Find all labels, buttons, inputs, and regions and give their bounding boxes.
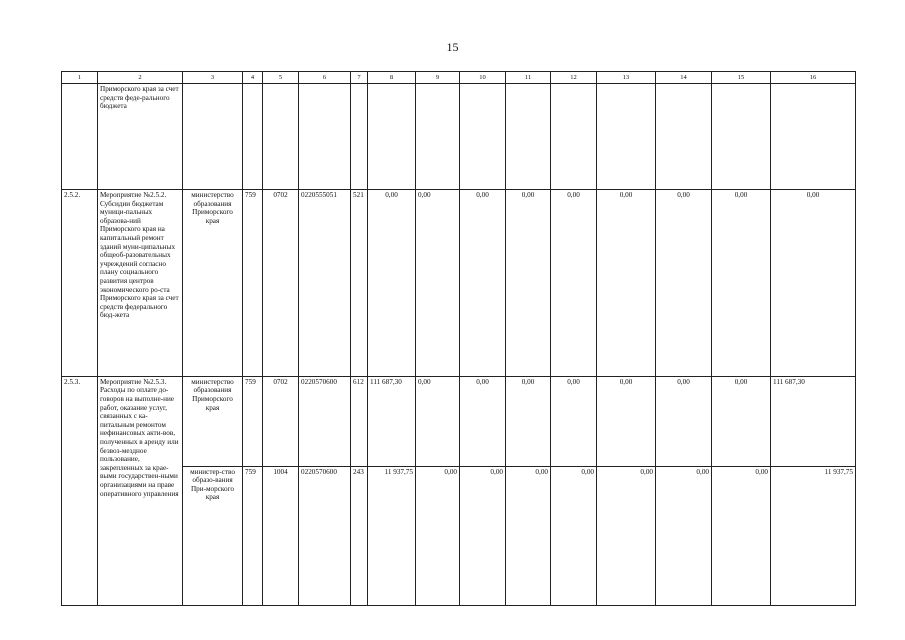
budget-table bbox=[61, 71, 856, 606]
cell-value: 0,00 bbox=[771, 190, 856, 377]
cell-value: 0,00 bbox=[460, 376, 506, 466]
cell-name: Мероприятие №2.5.2. Субсидии бюджетам муници-пальных образова-ний Приморского края на капитальный ремонт зданий муни-ципальных общеоб-разовательных учреждений согласно плану социального развития центров экономического ро-ста Приморского края за счет средств федерального бюд-жета bbox=[98, 190, 183, 377]
cell-grbs: 759 bbox=[243, 376, 263, 466]
column-header: 10 bbox=[460, 72, 506, 84]
cell-value: 0,00 bbox=[551, 466, 597, 605]
cell-value: 0,00 bbox=[416, 466, 460, 605]
cell-value: 0,00 bbox=[368, 190, 416, 377]
cell-code bbox=[62, 84, 98, 190]
table-row bbox=[62, 84, 856, 190]
column-header: 3 bbox=[183, 72, 243, 84]
cell-value: 0,00 bbox=[712, 466, 771, 605]
cell-name: Мероприятие №2.5.3. Расходы по оплате до-говоров на выполне-ние работ, оказание услуг, связанных с ка-питальным ремонтом нефинансовых акти-вов, полученных в аренду или безвоз-мездное пользование, закрепленных за крае-выми государствен-ными организациями на праве оперативного управления bbox=[98, 376, 183, 605]
column-header: 15 bbox=[712, 72, 771, 84]
cell-value: 0,00 bbox=[551, 376, 597, 466]
cell-csr: 0220570600 bbox=[299, 466, 351, 605]
cell-value: 0,00 bbox=[506, 190, 551, 377]
column-header: 5 bbox=[263, 72, 299, 84]
column-header: 16 bbox=[771, 72, 856, 84]
cell-rzpr: 0702 bbox=[263, 190, 299, 377]
column-header: 14 bbox=[656, 72, 712, 84]
column-header: 7 bbox=[351, 72, 368, 84]
cell-value: 0,00 bbox=[712, 376, 771, 466]
column-header: 11 bbox=[506, 72, 551, 84]
column-header: 1 bbox=[62, 72, 98, 84]
cell-code: 2.5.2. bbox=[62, 190, 98, 377]
cell-vr: 612 bbox=[351, 376, 368, 466]
cell-value: 0,00 bbox=[551, 190, 597, 377]
cell-value: 11 937,75 bbox=[368, 466, 416, 605]
cell-csr: 0220570600 bbox=[299, 376, 351, 466]
cell-value: 11 937,75 bbox=[771, 466, 856, 605]
cell-name: Приморского края за счет средств феде-рального бюджета bbox=[98, 84, 183, 190]
table-row bbox=[62, 190, 856, 377]
column-header: 4 bbox=[243, 72, 263, 84]
cell-value: 0,00 bbox=[656, 466, 712, 605]
cell-value: 0,00 bbox=[506, 376, 551, 466]
cell-grbs: 759 bbox=[243, 466, 263, 605]
cell-value: 111 687,30 bbox=[771, 376, 856, 466]
cell-value: 0,00 bbox=[416, 376, 460, 466]
table-header-row bbox=[62, 72, 856, 84]
cell-executor: министерство образования Приморского края bbox=[183, 190, 243, 377]
page-number: 15 bbox=[446, 40, 459, 54]
cell-value: 0,00 bbox=[460, 190, 506, 377]
column-header: 2 bbox=[98, 72, 183, 84]
column-header: 9 bbox=[416, 72, 460, 84]
cell-vr: 243 bbox=[351, 466, 368, 605]
column-header: 8 bbox=[368, 72, 416, 84]
column-header: 6 bbox=[299, 72, 351, 84]
cell-value: 111 687,30 bbox=[368, 376, 416, 466]
cell-executor: министер-ство образо-вания При-морского края bbox=[183, 466, 243, 605]
column-header: 12 bbox=[551, 72, 597, 84]
cell-value: 0,00 bbox=[460, 466, 506, 605]
cell-csr: 0220555051 bbox=[299, 190, 351, 377]
cell-value: 0,00 bbox=[506, 466, 551, 605]
cell-code: 2.5.3. bbox=[62, 376, 98, 605]
cell-grbs: 759 bbox=[243, 190, 263, 377]
cell-value: 0,00 bbox=[597, 190, 656, 377]
cell-value: 0,00 bbox=[656, 190, 712, 377]
cell-vr: 521 bbox=[351, 190, 368, 377]
table-row bbox=[62, 376, 856, 466]
cell-value: 0,00 bbox=[597, 376, 656, 466]
cell-rzpr: 1004 bbox=[263, 466, 299, 605]
cell-executor: министерство образования Приморского края bbox=[183, 376, 243, 466]
cell-value: 0,00 bbox=[416, 190, 460, 377]
column-header: 13 bbox=[597, 72, 656, 84]
cell-value: 0,00 bbox=[656, 376, 712, 466]
cell-value: 0,00 bbox=[712, 190, 771, 377]
cell-value: 0,00 bbox=[597, 466, 656, 605]
cell-rzpr: 0702 bbox=[263, 376, 299, 466]
